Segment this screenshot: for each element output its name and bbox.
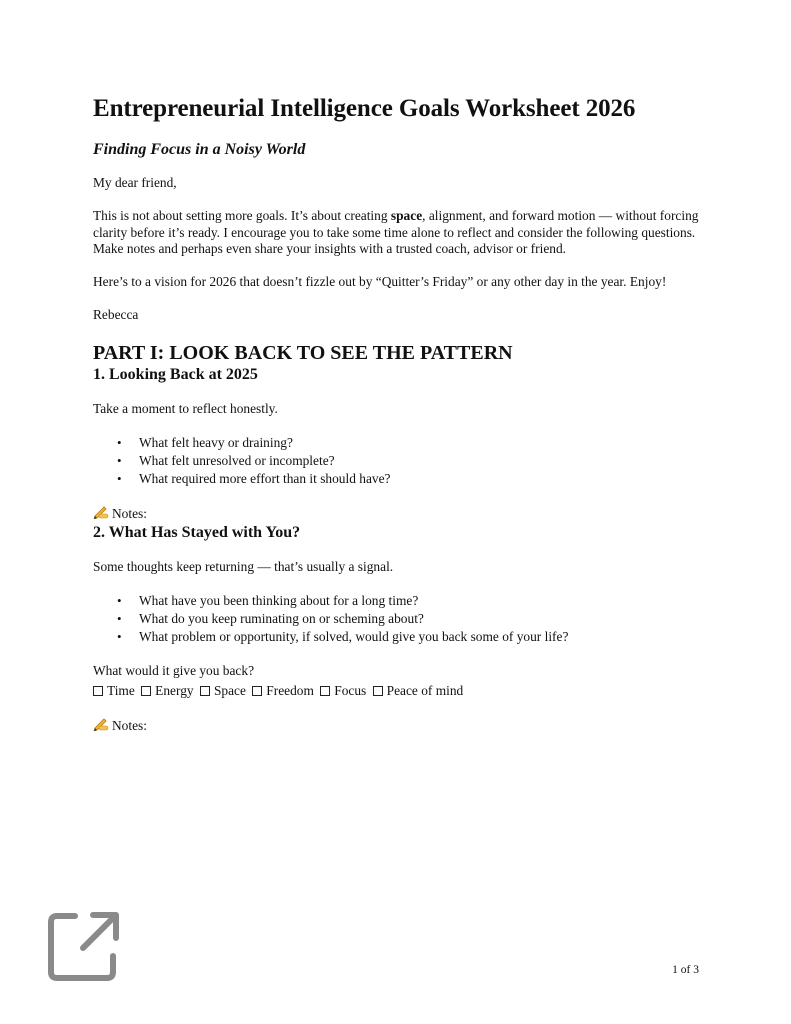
checkbox-peace-of-mind[interactable] bbox=[373, 682, 464, 700]
checkbox-label: Focus bbox=[334, 682, 367, 698]
bullet-glyph: • bbox=[117, 629, 122, 645]
bullet-glyph: • bbox=[117, 611, 122, 627]
checkbox-label: Space bbox=[213, 682, 246, 698]
bullet-list bbox=[93, 592, 713, 646]
intro-paragraph bbox=[93, 208, 713, 257]
checkbox-space[interactable] bbox=[200, 682, 246, 700]
checkbox-icon bbox=[200, 686, 210, 696]
bullet-glyph: • bbox=[117, 435, 122, 451]
notes-label-text: Notes: bbox=[112, 717, 147, 733]
checkbox-label: Peace of mind bbox=[386, 682, 464, 698]
list-item-text: What felt unresolved or incomplete? bbox=[139, 453, 335, 469]
checkbox-energy[interactable] bbox=[141, 682, 193, 700]
checkbox-icon bbox=[252, 686, 262, 696]
checkbox-label: Energy bbox=[155, 682, 194, 698]
list-item-text: What do you keep ruminating on or scheming about? bbox=[139, 611, 424, 627]
checkbox-label: Freedom bbox=[266, 682, 314, 698]
list-item-text: What required more effort than it should have? bbox=[139, 471, 391, 487]
list-item bbox=[93, 470, 713, 488]
salutation: My dear friend, bbox=[93, 175, 177, 190]
part-heading: PART I: LOOK BACK TO SEE THE PATTERN bbox=[93, 341, 513, 364]
document-content bbox=[93, 94, 713, 735]
bullet-glyph: • bbox=[117, 593, 122, 609]
section-heading-looking-back: 1. Looking Back at 2025 bbox=[93, 365, 258, 383]
checkbox-icon bbox=[141, 686, 151, 696]
bullet-list bbox=[93, 434, 713, 488]
share-icon bbox=[47, 910, 121, 982]
writing-hand-icon bbox=[93, 505, 109, 519]
document-subtitle: Finding Focus in a Noisy World bbox=[93, 141, 306, 158]
toast-paragraph: Here’s to a vision for 2026 that doesn’t fizzle out by “Quitter’s Friday” or any other day in the year. Enjoy! bbox=[93, 274, 667, 290]
notes-label bbox=[93, 717, 713, 735]
intro-text-end: , alignment, and forward motion — without forcing clarity before it’s ready. I encourage you to take some time alone to reflect and consider the following questions. Make notes and perhaps even share your insights with a trusted coach, advisor or friend. bbox=[93, 208, 699, 256]
list-item-text: What problem or opportunity, if solved, would give you back some of your life? bbox=[139, 629, 569, 645]
notes-label-text: Notes: bbox=[112, 506, 147, 522]
checkbox-icon bbox=[373, 686, 383, 696]
share-button[interactable] bbox=[47, 910, 121, 982]
list-item bbox=[93, 434, 713, 452]
list-item bbox=[93, 592, 713, 610]
checkbox-icon bbox=[93, 686, 103, 696]
checkbox-icon bbox=[320, 686, 330, 696]
page-number: 1 of 3 bbox=[672, 964, 699, 976]
section-lead: Some thoughts keep returning — that’s usually a signal. bbox=[93, 559, 394, 575]
list-item-text: What felt heavy or draining? bbox=[139, 435, 293, 451]
list-item bbox=[93, 452, 713, 470]
document-title: Entrepreneurial Intelligence Goals Worksheet 2026 bbox=[93, 95, 636, 122]
list-item bbox=[93, 628, 713, 646]
list-item-text: What have you been thinking about for a long time? bbox=[139, 593, 419, 609]
bullet-glyph: • bbox=[117, 471, 122, 487]
checkbox-focus[interactable] bbox=[320, 682, 366, 700]
checkbox-time[interactable] bbox=[93, 682, 135, 700]
intro-text-start: This is not about setting more goals. It’s about creating bbox=[93, 208, 391, 224]
give-back-checkboxes bbox=[93, 682, 713, 700]
intro-bold-word: space bbox=[390, 208, 423, 224]
signoff: Rebecca bbox=[93, 307, 139, 323]
checkbox-label: Time bbox=[107, 682, 135, 698]
writing-hand-icon bbox=[93, 717, 109, 731]
section-lead: Take a moment to reflect honestly. bbox=[93, 400, 278, 416]
list-item bbox=[93, 610, 713, 628]
bullet-glyph: • bbox=[117, 453, 122, 469]
checkbox-freedom[interactable] bbox=[252, 682, 314, 700]
section-heading-stayed-with-you: 2. What Has Stayed with You? bbox=[93, 524, 301, 542]
give-back-question: What would it give you back? bbox=[93, 663, 255, 679]
notes-label bbox=[93, 505, 713, 523]
